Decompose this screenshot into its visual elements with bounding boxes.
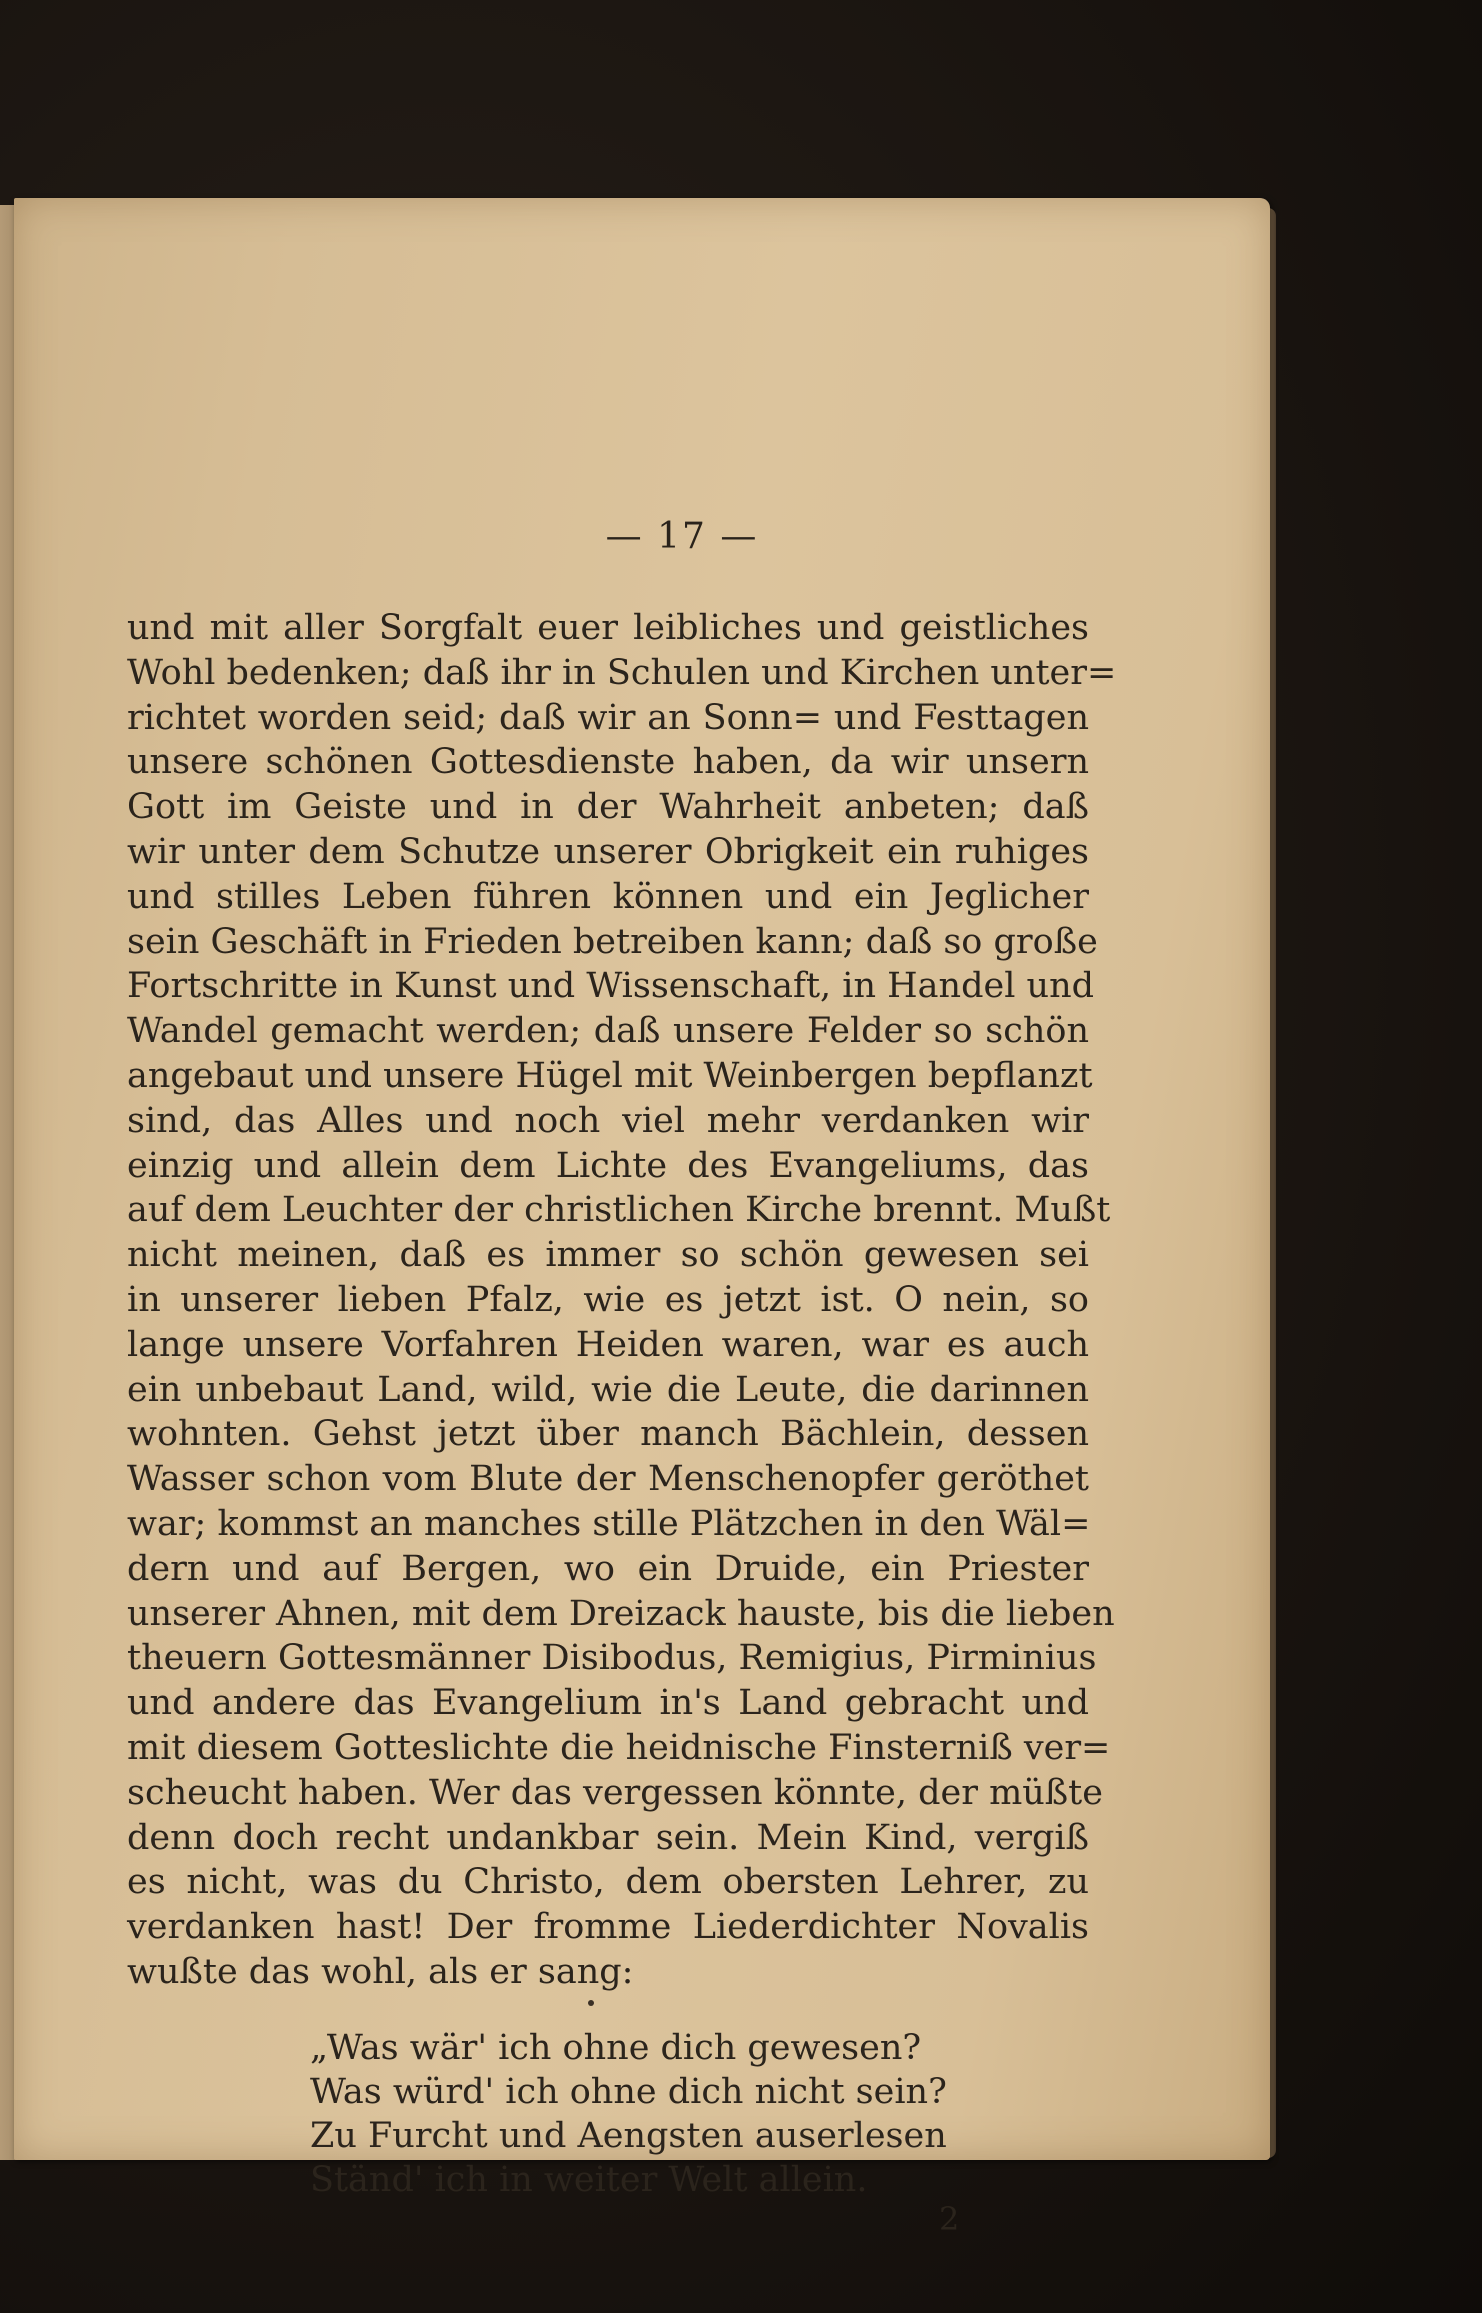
signature-mark: 2 — [939, 2200, 960, 2238]
text-line: wir unter dem Schutze unserer Obrigkeit ein ruhiges — [127, 831, 1089, 872]
text-line: richtet worden seid; daß wir an Sonn= und Festtagen — [127, 697, 1089, 738]
text-line: Gott im Geiste und in der Wahrheit anbeten; daß — [127, 787, 1089, 828]
verse-quote — [310, 2026, 947, 2202]
text-line: unsere schönen Gottesdienste haben, da wir unsern — [127, 742, 1089, 783]
body-text — [127, 606, 1117, 1995]
text-line: und andere das Evangelium in's Land gebracht und — [127, 1683, 1089, 1724]
ornament-dot — [588, 2000, 594, 2006]
text-line: Fortschritte in Kunst und Wissenschaft, in Handel und — [127, 966, 1095, 1007]
text-line: mit diesem Gotteslichte die heidnische Finsterniß ver= — [127, 1727, 1111, 1768]
text-line: denn doch recht undankbar sein. Mein Kind, vergiß — [127, 1817, 1089, 1858]
text-line: sind, das Alles und noch viel mehr verdanken wir — [127, 1100, 1089, 1141]
verse-line: Zu Furcht und Aengsten auserlesen — [310, 2116, 947, 2156]
verse-line: Was würd' ich ohne dich nicht sein? — [310, 2072, 947, 2112]
text-line: wohnten. Gehst jetzt über manch Bächlein, dessen — [127, 1414, 1089, 1455]
text-line: sein Geschäft in Frieden betreiben kann; daß so große — [127, 921, 1098, 962]
text-line: und mit aller Sorgfalt euer leibliches und geistliches — [127, 608, 1089, 648]
page-number-header: — 17 — — [605, 516, 759, 557]
text-line: Wohl bedenken; daß ihr in Schulen und Kirchen unter= — [127, 652, 1117, 693]
text-line: lange unsere Vorfahren Heiden waren, war es auch — [127, 1324, 1089, 1365]
text-line: Wandel gemacht werden; daß unsere Felder so schön — [127, 1011, 1089, 1052]
book-page — [14, 198, 1270, 2238]
text-line: angebaut und unsere Hügel mit Weinbergen bepflanzt — [127, 1055, 1093, 1096]
text-line: Wasser schon vom Blute der Menschenopfer geröthet — [127, 1459, 1089, 1500]
text-line: und stilles Leben führen können und ein Jeglicher — [127, 876, 1089, 917]
text-line: in unserer lieben Pfalz, wie es jetzt ist. O nein, so — [127, 1279, 1089, 1320]
text-line: dern und auf Bergen, wo ein Druide, ein Priester — [127, 1548, 1089, 1589]
text-line: einzig und allein dem Lichte des Evangeliums, das — [127, 1145, 1089, 1186]
text-line: verdanken hast! Der fromme Liederdichter Novalis — [127, 1907, 1089, 1948]
verse-line: „Was wär' ich ohne dich gewesen? — [310, 2028, 922, 2068]
text-line: unserer Ahnen, mit dem Dreizack hauste, bis die lieben — [127, 1593, 1115, 1634]
text-line: wußte das wohl, als er sang: — [127, 1951, 634, 1992]
text-line: auf dem Leuchter der christlichen Kirche brennt. Mußt — [127, 1190, 1111, 1231]
text-line: war; kommst an manches stille Plätzchen in den Wäl= — [127, 1503, 1091, 1544]
text-line: ein unbebaut Land, wild, wie die Leute, die darinnen — [127, 1369, 1089, 1410]
text-line: scheucht haben. Wer das vergessen könnte, der müßte — [127, 1772, 1103, 1813]
verse-line: Ständ' ich in weiter Welt allein. — [310, 2160, 868, 2200]
text-line: es nicht, was du Christo, dem obersten Lehrer, zu — [127, 1862, 1089, 1903]
text-line: theuern Gottesmänner Disibodus, Remigius, Pirminius — [127, 1638, 1097, 1679]
text-line: nicht meinen, daß es immer so schön gewesen sei — [127, 1235, 1089, 1276]
